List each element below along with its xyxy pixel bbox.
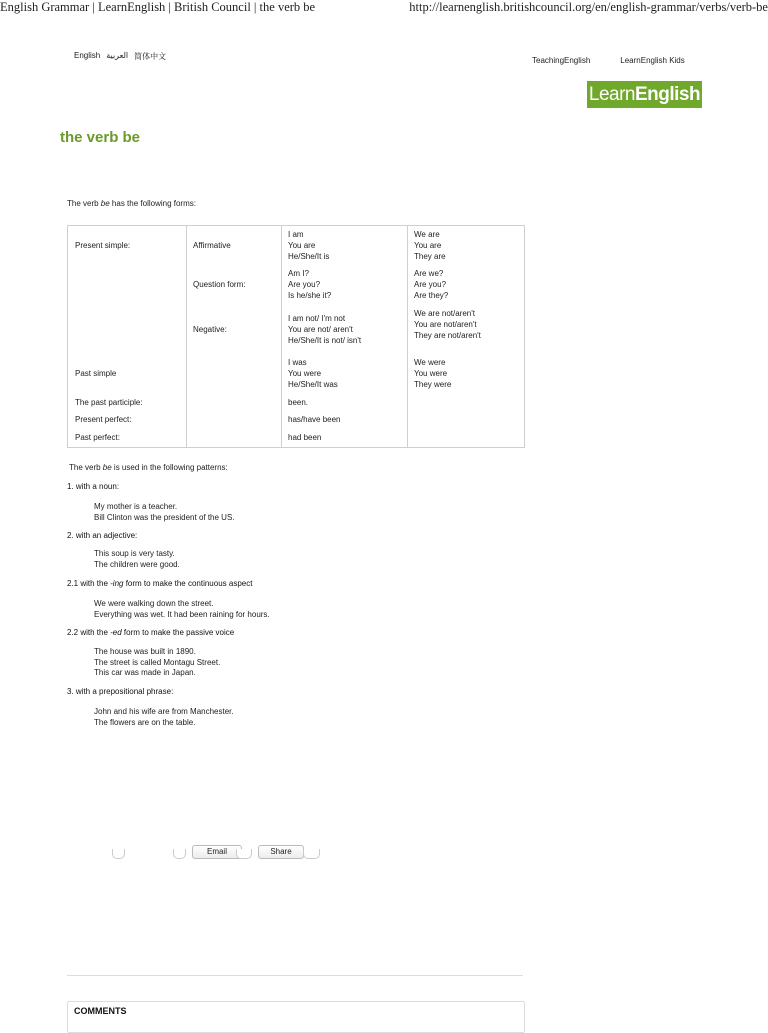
- comments-panel: [67, 1001, 525, 1033]
- pattern-heading-prepositional: 3. with a prepositional phrase:: [67, 687, 174, 696]
- pattern-examples-prepositional: [94, 707, 234, 728]
- form-line: I am not/ I'm not: [288, 314, 346, 323]
- forms-intro-before: The verb: [67, 199, 101, 208]
- share-count-bubble: [236, 849, 252, 859]
- present-affirmative-plural: [414, 229, 446, 262]
- form-line: He/She/It is: [288, 252, 330, 261]
- pattern-heading-adjective: 2. with an adjective:: [67, 531, 138, 540]
- form-line: You are: [414, 241, 442, 250]
- pattern-examples-noun: [94, 502, 235, 523]
- heading-em: -ing: [110, 579, 124, 588]
- present-question-singular: [288, 268, 331, 301]
- heading-before: 2.2 with the: [67, 628, 111, 637]
- past-perfect-value: had been: [288, 433, 322, 442]
- form-line: Are you?: [288, 280, 321, 289]
- form-line: I am: [288, 230, 304, 239]
- form-line: He/She/It is not/ isn't: [288, 336, 362, 345]
- label-past-perfect: Past perfect:: [75, 433, 120, 442]
- form-line: Are they?: [414, 291, 449, 300]
- table-column-divider: [407, 226, 408, 447]
- learnenglish-logo[interactable]: [587, 81, 702, 108]
- example-sentence: This car was made in Japan.: [94, 668, 196, 677]
- form-line: Is he/she it?: [288, 291, 332, 300]
- pattern-examples-adjective: [94, 549, 180, 570]
- learnenglish-kids-link[interactable]: LearnEnglish Kids: [620, 56, 685, 65]
- language-switcher: [74, 51, 166, 62]
- present-negative-plural: [414, 308, 481, 341]
- pattern-heading-ed: [67, 628, 234, 637]
- form-line: You were: [288, 369, 322, 378]
- heading-after: form to make the continuous aspect: [123, 579, 253, 588]
- forms-intro-after: has the following forms:: [109, 199, 196, 208]
- email-share-button[interactable]: Email: [192, 845, 242, 859]
- comments-heading: COMMENTS: [74, 1006, 127, 1016]
- form-line: They are: [414, 252, 446, 261]
- label-negative: Negative:: [193, 325, 227, 334]
- pattern-examples-ed: [94, 647, 220, 679]
- example-sentence: The street is called Montagu Street.: [94, 657, 221, 667]
- print-page-title: English Grammar | LearnEnglish | British Council | the verb be: [0, 0, 316, 14]
- top-links: [532, 56, 685, 65]
- label-affirmative: Affirmative: [193, 241, 231, 250]
- form-line: We are not/aren't: [414, 309, 475, 318]
- table-column-divider: [186, 226, 187, 447]
- patterns-intro-after: is used in the following patterns:: [111, 463, 228, 472]
- patterns-intro-em: be: [102, 463, 112, 472]
- patterns-intro: [69, 462, 228, 473]
- pattern-examples-ing: [94, 599, 270, 620]
- example-sentence: The children were good.: [94, 559, 180, 569]
- language-link-chinese[interactable]: 简体中文: [134, 52, 167, 61]
- forms-intro: [67, 198, 196, 209]
- form-line: You are not/ aren't: [288, 325, 353, 334]
- content-divider: [67, 975, 523, 976]
- past-simple-singular: [288, 357, 338, 390]
- verb-forms-table: [67, 225, 525, 448]
- forms-intro-em: be: [100, 199, 110, 208]
- past-simple-plural: [414, 357, 451, 390]
- past-participle-value: been.: [288, 398, 309, 407]
- example-sentence: The flowers are on the table.: [94, 717, 196, 727]
- form-line: You are: [288, 241, 316, 250]
- page-title: the verb be: [60, 129, 141, 146]
- heading-em: -ed: [110, 628, 122, 637]
- present-question-plural: [414, 268, 448, 301]
- share-count-bubble: [303, 849, 320, 859]
- form-line: We were: [414, 358, 446, 367]
- teachingenglish-link[interactable]: TeachingEnglish: [532, 56, 591, 65]
- form-line: Am I?: [288, 269, 309, 278]
- label-question-form: Question form:: [193, 280, 246, 289]
- share-button[interactable]: Share: [258, 845, 304, 859]
- form-line: You were: [414, 369, 448, 378]
- heading-after: form to make the passive voice: [121, 628, 235, 637]
- share-count-bubble: [112, 849, 125, 859]
- logo-text-learn: Learn: [588, 84, 635, 105]
- form-line: Are you?: [414, 280, 447, 289]
- share-count-bubble: [173, 849, 186, 859]
- label-past-simple: Past simple: [75, 369, 117, 378]
- pattern-heading-ing: [67, 579, 252, 588]
- present-affirmative-singular: [288, 229, 329, 262]
- example-sentence: Bill Clinton was the president of the US.: [94, 512, 235, 522]
- example-sentence: The house was built in 1890.: [94, 647, 196, 656]
- print-page-url: http://learnenglish.britishcouncil.org/en/english-grammar/verbs/verb-be: [409, 0, 768, 14]
- label-present-perfect: Present perfect:: [75, 415, 132, 424]
- language-link-english[interactable]: English: [74, 51, 101, 60]
- logo-text-english: English: [634, 84, 701, 105]
- form-line: Are we?: [414, 269, 444, 278]
- form-line: They were: [414, 380, 452, 389]
- present-perfect-value: has/have been: [288, 415, 341, 424]
- form-line: You are not/aren't: [414, 320, 477, 329]
- form-line: They are not/aren't: [414, 331, 481, 340]
- example-sentence: My mother is a teacher.: [94, 502, 178, 511]
- label-present-simple: Present simple:: [75, 241, 131, 250]
- pattern-heading-noun: 1. with a noun:: [67, 482, 120, 491]
- table-column-divider: [281, 226, 282, 447]
- heading-before: 2.1 with the: [67, 579, 111, 588]
- example-sentence: We were walking down the street.: [94, 599, 214, 608]
- example-sentence: Everything was wet. It had been raining for hours.: [94, 609, 270, 619]
- example-sentence: This soup is very tasty.: [94, 549, 175, 558]
- present-negative-singular: [288, 313, 361, 346]
- form-line: We are: [414, 230, 440, 239]
- label-past-participle: The past participle:: [75, 398, 143, 407]
- language-link-arabic[interactable]: العربية: [106, 51, 129, 60]
- example-sentence: John and his wife are from Manchester.: [94, 707, 234, 716]
- form-line: He/She/It was: [288, 380, 338, 389]
- patterns-intro-before: The verb: [69, 463, 103, 472]
- form-line: I was: [288, 358, 307, 367]
